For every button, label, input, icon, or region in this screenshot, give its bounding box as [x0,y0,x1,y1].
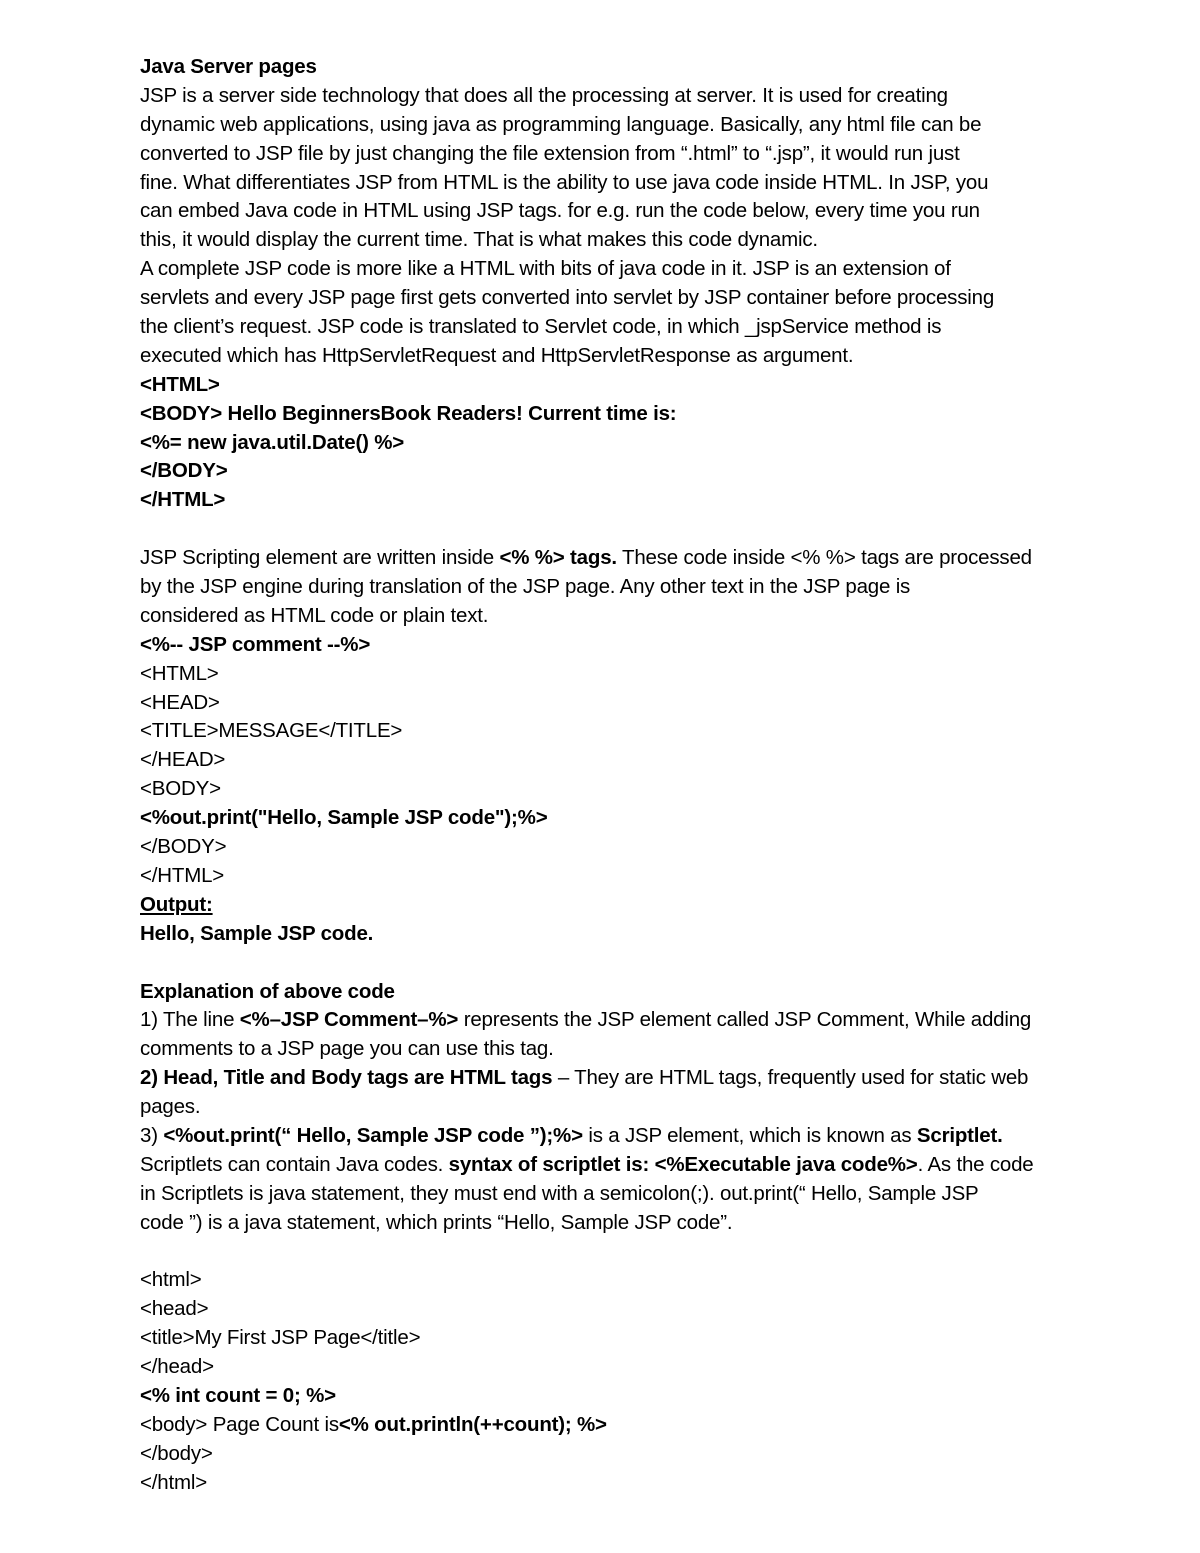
spacer [140,949,1080,978]
spacer [140,1238,1080,1267]
jsp-comment-line: <%-- JSP comment --%> [140,632,371,656]
explanation-line: code ”) is a java statement, which prints “Hello, Sample JSP code”. [140,1210,733,1234]
intro-line: converted to JSP file by just changing the file extension from “.html” to “.jsp”, it would run just [140,141,960,165]
text-run: <body> Page Count is [140,1412,339,1436]
text-run: These code inside <% %> tags are processed [616,546,1032,570]
code-line: <%= new java.util.Date() %> [140,430,405,454]
intro-line: dynamic web applications, using java as programming language. Basically, any html file can be [140,112,982,136]
explanation-heading: Explanation of above code [140,979,395,1003]
code-line: </HTML> [140,488,226,512]
output-label: Output: [140,892,213,916]
intro-line: JSP is a server side technology that does all the processing at server. It is used for creating [140,83,948,107]
explanation-section [140,978,1080,1238]
code-line: </html> [140,1470,207,1494]
intro-line: can embed Java code in HTML using JSP tags. for e.g. run the code below, every time you run [140,199,980,223]
text-run: is a JSP element, which is known as [582,1123,917,1147]
code-line: </body> [140,1441,213,1465]
code-block-counter [140,1266,1080,1497]
scripting-line [140,544,1080,573]
text-run: Scriptlets can contain Java codes. [140,1152,449,1176]
code-block-sample [140,631,1080,891]
explanation-line: in Scriptlets is java statement, they must end with a semicolon(;). out.print(“ Hello, Sample JSP [140,1181,979,1205]
bold-run: <%–JSP Comment–%> [239,1008,459,1032]
code-line: </HEAD> [140,748,226,772]
document-page [140,53,1080,1498]
text-run: represents the JSP element called JSP Comment, While adding [458,1008,1032,1032]
bold-run: <% out.println(++count); %> [338,1412,607,1436]
code-line: <BODY> Hello BeginnersBook Readers! Current time is: [140,401,677,425]
code-line: <head> [140,1297,209,1321]
explanation-line: pages. [140,1095,201,1119]
declaration-line: <% int count = 0; %> [140,1383,336,1407]
scripting-paragraph [140,544,1080,631]
bold-run: <% %> tags. [499,546,617,570]
output-value: Hello, Sample JSP code. [140,921,374,945]
intro-line: this, it would display the current time. That is what makes this code dynamic. [140,228,818,252]
code-line: <HEAD> [140,690,220,714]
spacer [140,515,1080,544]
explanation-line: comments to a JSP page you can use this tag. [140,1037,554,1061]
code-line: <title>My First JSP Page</title> [140,1326,421,1350]
code-line: <HTML> [140,372,220,396]
code-line: <html> [140,1268,202,1292]
code-line: <HTML> [140,661,219,685]
code-line: </BODY> [140,459,228,483]
document-title: Java Server pages [140,55,317,78]
intro-line: servlets and every JSP page first gets converted into servlet by JSP container before processing [140,286,995,310]
text-run: – They are HTML tags, frequently used for static web [552,1066,1029,1090]
bold-run: <%out.print(“ Hello, Sample JSP code ”);%> [163,1123,583,1147]
scriptlet-line: <%out.print("Hello, Sample JSP code");%> [140,806,548,830]
code-line [140,1411,1080,1440]
intro-paragraph [140,82,1080,371]
scripting-line: by the JSP engine during translation of the JSP page. Any other text in the JSP page is [140,575,911,599]
intro-line: the client’s request. JSP code is translated to Servlet code, in which _jspService method is [140,315,942,339]
code-line: <BODY> [140,777,221,801]
code-line: <TITLE>MESSAGE</TITLE> [140,719,403,743]
text-run: JSP Scripting element are written inside [140,546,500,570]
output-section [140,891,1080,949]
intro-line: executed which has HttpServletRequest and HttpServletResponse as argument. [140,343,854,367]
code-line: </head> [140,1355,214,1379]
code-line: </BODY> [140,835,227,859]
text-run: . As the code [917,1152,1034,1176]
scripting-line: considered as HTML code or plain text. [140,603,489,627]
code-block-date [140,371,1080,515]
explanation-line [140,1006,1080,1035]
intro-line: fine. What differentiates JSP from HTML is the ability to use java code inside HTML. In JSP, you [140,170,989,194]
explanation-line [140,1151,1080,1180]
bold-run: Scriptlet. [916,1123,1003,1147]
text-run: 1) The line [140,1008,240,1032]
intro-line: A complete JSP code is more like a HTML with bits of java code in it. JSP is an extension of [140,257,951,281]
explanation-line [140,1122,1080,1151]
explanation-line [140,1064,1080,1093]
code-line: </HTML> [140,863,225,887]
bold-run: syntax of scriptlet is: <%Executable java code%> [448,1152,918,1176]
text-run: 3) [140,1123,164,1147]
bold-run: 2) Head, Title and Body tags are HTML tags [140,1066,553,1090]
